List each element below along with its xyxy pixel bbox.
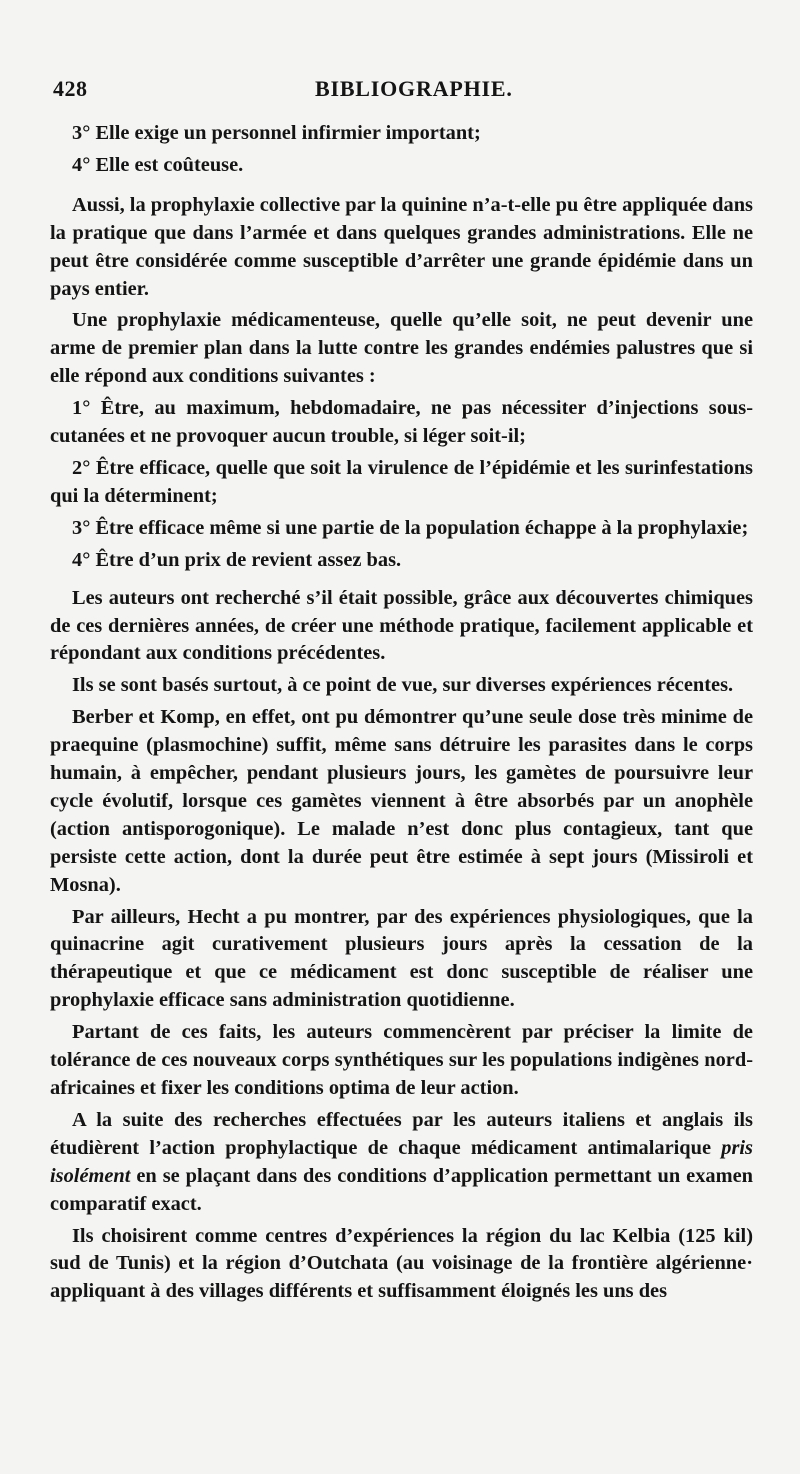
running-title: BIBLIOGRAPHIE. [315,76,513,101]
paragraph-tolerance-limits: Partant de ces faits, les auteurs commencèrent par préciser la limite de tolérance de ces nouveaux corps synthétiques sur les populations indigènes nord-africaines et fixer les conditions optima de leur action. [50,1021,753,1099]
requirement-1: 1° Être, au maximum, hebdomadaire, ne pas nécessiter d’injections sous-cutanées et ne provoquer aucun trouble, si léger soit-il; [50,397,753,448]
paragraph-recent-experiences: Ils se sont basés surtout, à ce point de vue, sur diverses expériences récentes. [72,674,734,697]
paragraph-item-3: 3° Elle exige un personnel infirmier important; [72,122,481,144]
requirement-3: 3° Être efficace même si une partie de la population échappe à la prophylaxie; [72,516,749,539]
paragraph-item-4: 4° Elle est coûteuse. [72,153,244,176]
paragraph-collective-prophylaxis: Aussi, la prophylaxie collective par la quinine n’a-t-elle pu être appliquée dans la pratique que dans l’armée et dans quelques grandes administrations. Elle ne peut être considérée comme susceptible d’arrêter une grande épidémie dans un pays entier. [50,193,753,300]
paragraph-italian-english-research-end: en se plaçant dans des conditions d’application permettant un examen comparatif exact. [50,1164,753,1215]
paragraph-hecht: Par ailleurs, Hecht a pu montrer, par des expériences physiologiques, que la quinacrine agit curativement plusieurs jours après la cessation de la thérapeutique et que ce médicament est donc susceptible de réaliser une prophylaxie efficace sans administration quotidienne. [50,905,753,1012]
page-number: 428 [53,76,88,101]
requirement-2: 2° Être efficace, quelle que soit la virulence de l’épidémie et les surinfestations qui la déterminent; [50,456,753,507]
paragraph-experimental-centers: Ils choisirent comme centres d’expériences la région du lac Kelbia (125 kil) sud de Tunis) et la région d’Outchata (au voisinage de la frontière algérienne· appliquant à des villages différents et suffisamment éloignés les uns des [50,1224,753,1303]
paragraph-italian-english-research [50,1107,753,1219]
requirement-4: 4° Être d’un prix de revient assez bas. [72,548,402,571]
paragraph-berber-komp: Berber et Komp, en effet, ont pu démontrer qu’une seule dose très minime de praequine (plasmochine) suffit, même sans détruire les parasites dans le corps humain, à empêcher, pendant plusieurs jours, les gamètes de poursuivre leur cycle évolutif, lorsque ces gamètes viennent à être absorbés par un anophèle (action antisporogonique). Le malade n’est donc plus contagieux, tant que persiste cette action, dont la durée peut être estimée à sept jours (Missiroli et Mosna). [50,706,753,896]
italic-emphasis: pris isolément [50,1136,753,1187]
main-text [50,120,753,1306]
paragraph-requirements-intro: Une prophylaxie médicamenteuse, quelle qu’elle soit, ne peut devenir une arme de premier plan dans la lutte contre les grandes endémies palustres que si elle répond aux conditions suivantes : [50,309,753,388]
page-header [50,76,750,106]
paragraph-italian-english-research-start: A la suite des recherches effectuées par les auteurs italiens et anglais ils étudièrent l’action prophylactique de chaque médicament antimalarique [50,1108,753,1159]
paragraph-authors-research: Les auteurs ont recherché s’il était possible, grâce aux découvertes chimiques de ces dernières années, de créer une méthode pratique, facilement applicable et répondant aux conditions précédentes. [50,586,753,665]
